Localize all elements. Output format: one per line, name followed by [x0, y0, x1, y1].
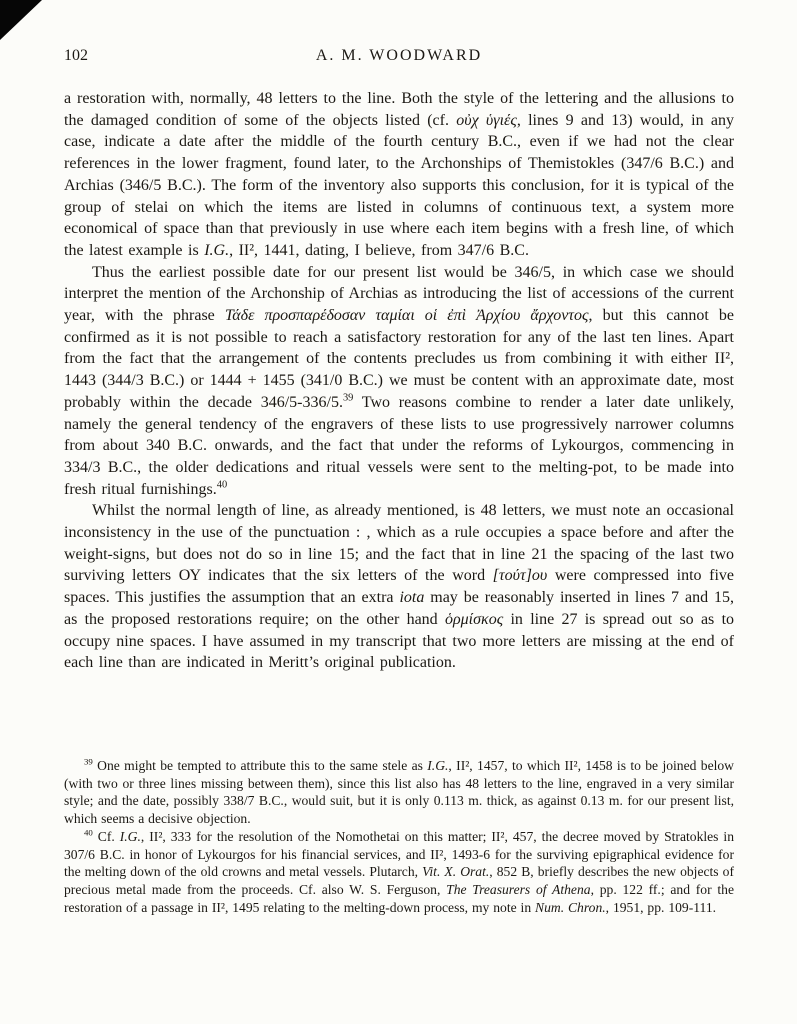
footnote-39: $^{39}$ One might be tempted to attribute this to the same stele as I.G., II², 1457, to which II², 1458 is to be joined below (with two or three lines missing between them), since this list also has 48 letters to the line, engraved in a very similar style; and the date, possibly 338/7 B.C., would suit, but it is only 0.113 m. thick, as against 0.13 m. for our present list, which seems a decisive objection.: [64, 756, 734, 827]
paragraph-2: Thus the earliest possible date for our present list would be 346/5, in which case we should interpret the mention of the Archonship of Archias as introducing the list of accessions of the current year, with the phrase Τάδε προσπαρέδοσαν ταμίαι οἱ ἐπὶ Ἀρχίου ἄρχοντος, but this cannot be confirmed as it is not possible to reach a satisfactory restoration for any of the last ten lines. Apart from the fact that the arrangement of the contents precludes us from combining it with either II², 1443 (344/3 B.C.) or 1444 + 1455 (341/0 B.C.) we must be content with an approximate date, most probably within the decade 346/5-336/5.39 Two reasons combine to render a later date unlikely, namely the general tendency of the engravers of these lists to use progressively narrower columns from about 340 B.C. onwards, and the fact that under the reforms of Lykourgos, commencing in 334/3 B.C., the older dedications and ritual vessels were sent to the melting-pot, to be made into fresh ritual furnishings.$^{40}$: [64, 263, 735, 498]
scan-corner-artifact: [0, 0, 42, 40]
page-number: 102: [64, 47, 88, 64]
running-head: A. M. WOODWARD: [315, 47, 483, 64]
paragraph-1: a restoration with, normally, 48 letters to the line. Both the style of the lettering and the allusions to the damaged condition of some of the objects listed (cf. οὐχ ὑγιές, lines 9 and 13) would, in any case, indicate a date after the middle of the fourth century B.C., even if we had not the clear references in the lower fragment, found later, to the Archonships of Themistokles (347/6 B.C.) and Archias (346/5 B.C.). The form of the inventory also supports this conclusion, for it is typical of the group of stelai on which the items are listed in columns of continuous text, a system more economical of space than that previously in use where each item begins with a fresh line, of which the latest example is I.G., II², 1441, dating, I believe, from 347/6 B.C.: [64, 90, 734, 259]
paragraph-3: Whilst the normal length of line, as already mentioned, is 48 letters, we must note an occasional inconsistency in the use of the punctuation : , which as a rule occupies a space before and after the weight-signs, but does not do so in line 15; and the fact that in line 21 the spacing of the last two surviving letters ΟΥ indicates that the six letters of the word [τούτ]ου were compressed into five spaces. This justifies the assumption that an extra iota may be reasonably inserted in lines 7 and 15, as the proposed restorations require; on the other hand ὁρμίσκος in line 27 is spread out so as to occupy nine spaces. I have assumed in my transcript that two more letters are missing at the end of each line than are indicated in Meritt’s original publication.: [64, 502, 735, 672]
body-text: [64, 88, 734, 674]
footnote-40: $^{40}$ Cf. I.G., II², 333 for the resolution of the Nomothetai on this matter; II², 457, the decree moved by Stratokles in 307/6 B.C. in honor of Lykourgos for his financial services, and II², 1493-6 for the surviving epigraphical evidence for the melting down of the old crowns and metal vessels. Plutarch, Vit. X. Orat., 852 B, briefly describes the new objects of precious metal made from the proceeds. Cf. also W. S. Ferguson, The Treasurers of Athena, pp. 122 ff.; and for the restoration of a passage in II², 1495 relating to the melting-down process, my note in Num. Chron., 1951, pp. 109-111.: [64, 827, 734, 915]
footnotes: [64, 757, 734, 916]
page-header: [64, 47, 734, 69]
